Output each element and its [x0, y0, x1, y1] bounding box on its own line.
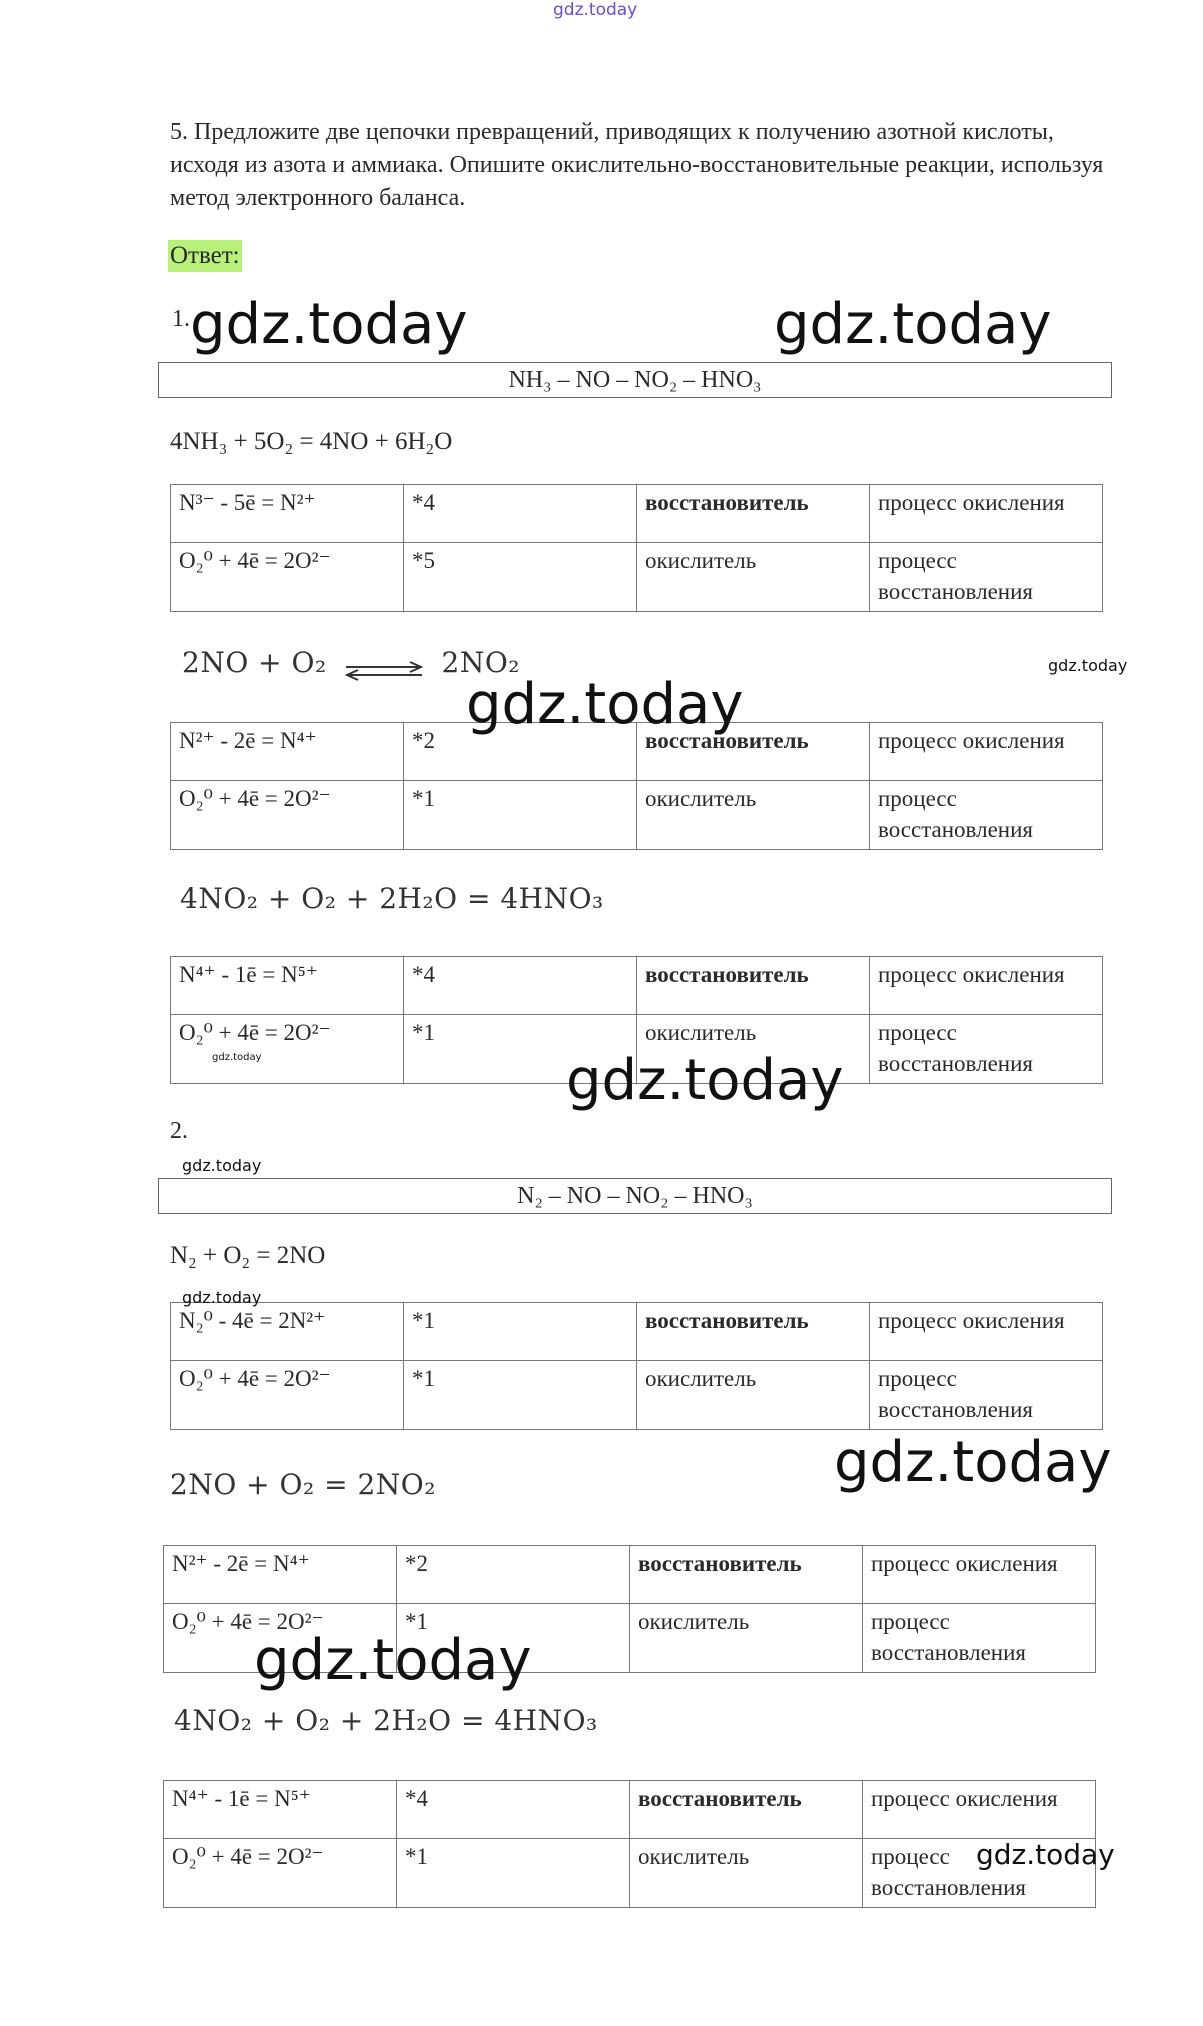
- coefficient: *1: [404, 1361, 637, 1430]
- table-row: [171, 485, 1103, 543]
- process: процесс окисления: [870, 723, 1103, 781]
- coefficient: *1: [397, 1839, 630, 1908]
- role: восстановитель: [630, 1781, 863, 1839]
- role: окислитель: [637, 543, 870, 612]
- watermark: gdz.today: [774, 292, 1052, 357]
- coefficient: *2: [404, 723, 637, 781]
- part1-number: 1.: [172, 306, 190, 332]
- process: процесс восстановления: [870, 543, 1103, 612]
- watermark: gdz.today: [212, 1052, 262, 1063]
- process: процесс восстановления: [870, 781, 1103, 850]
- coefficient: *1: [404, 1303, 637, 1361]
- role: восстановитель: [637, 485, 870, 543]
- process: процесс восстановления: [870, 1361, 1103, 1430]
- role: окислитель: [637, 781, 870, 850]
- role: окислитель: [637, 1361, 870, 1430]
- table-row: [171, 1303, 1103, 1361]
- role: окислитель: [637, 1015, 870, 1084]
- half-reaction: O₂⁰ + 4ē = 2O²⁻: [171, 1361, 404, 1430]
- part2-number: 2.: [170, 1118, 188, 1144]
- half-reaction: O₂⁰ + 4ē = 2O²⁻: [164, 1839, 397, 1908]
- table-row: [171, 781, 1103, 850]
- coefficient: *1: [404, 1015, 637, 1084]
- coefficient: *1: [397, 1604, 630, 1673]
- coefficient: *4: [404, 957, 637, 1015]
- watermark: gdz.today: [190, 292, 468, 357]
- process: процесс окисления: [863, 1546, 1096, 1604]
- half-reaction: O₂⁰ + 4ē = 2O²⁻: [164, 1604, 397, 1673]
- half-reaction: N₂⁰ - 4ē = 2N²⁺: [171, 1303, 404, 1361]
- coefficient: *1: [404, 781, 637, 850]
- equilibrium-arrow-icon: [344, 655, 424, 675]
- equation2-left: 2NO + O₂: [182, 646, 327, 679]
- coefficient: *5: [404, 543, 637, 612]
- process: процесс восстановления: [863, 1839, 1096, 1908]
- half-reaction: O₂⁰ + 4ē = 2O²⁻: [171, 543, 404, 612]
- table-row: [164, 1546, 1096, 1604]
- half-reaction: O₂⁰ + 4ē = 2O²⁻: [171, 1015, 404, 1084]
- table-row: [164, 1781, 1096, 1839]
- role: восстановитель: [637, 723, 870, 781]
- role: восстановитель: [637, 1303, 870, 1361]
- watermark: gdz.today: [466, 672, 744, 737]
- half-reaction: N⁴⁺ - 1ē = N⁵⁺: [164, 1781, 397, 1839]
- process: процесс окисления: [870, 1303, 1103, 1361]
- part2-table3: [163, 1780, 1096, 1908]
- task-text: 5. Предложите две цепочки превращений, приводящих к получению азотной кислоты, исходя из азота и аммиака. Опишите окислительно-восстановительные реакции, используя метод электронного баланса.: [170, 119, 1104, 211]
- process: процесс окисления: [870, 485, 1103, 543]
- role: восстановитель: [637, 957, 870, 1015]
- table-row: [171, 543, 1103, 612]
- part1-table2: [170, 722, 1103, 850]
- watermark: gdz.today: [976, 1838, 1115, 1871]
- part1-table1: [170, 484, 1103, 612]
- table-row: [171, 957, 1103, 1015]
- part1-equation1: 4NH₃ + 5O₂ = 4NO + 6H₂O: [170, 428, 453, 455]
- watermark-top: gdz.today: [553, 0, 638, 20]
- part2-table1: [170, 1302, 1103, 1430]
- half-reaction: N³⁻ - 5ē = N²⁺: [171, 485, 404, 543]
- watermark: gdz.today: [254, 1628, 532, 1693]
- process: процесс восстановления: [870, 1015, 1103, 1084]
- part1-chain: NH₃ – NO – NO₂ – HNO₃: [158, 362, 1112, 398]
- part1-equation3: 4NO₂ + O₂ + 2H₂O = 4HNO₃: [180, 882, 604, 915]
- half-reaction: O₂⁰ + 4ē = 2O²⁻: [171, 781, 404, 850]
- answer-label: Ответ:: [168, 240, 242, 272]
- half-reaction: N²⁺ - 2ē = N⁴⁺: [164, 1546, 397, 1604]
- watermark: gdz.today: [182, 1288, 262, 1307]
- part2-equation3: 4NO₂ + O₂ + 2H₂O = 4HNO₃: [174, 1704, 598, 1737]
- coefficient: *4: [397, 1781, 630, 1839]
- coefficient: *2: [397, 1546, 630, 1604]
- table-row: [171, 1361, 1103, 1430]
- role: окислитель: [630, 1604, 863, 1673]
- part2-chain: N₂ – NO – NO₂ – HNO₃: [158, 1178, 1112, 1214]
- part2-equation2: 2NO + O₂ = 2NO₂: [170, 1468, 436, 1501]
- watermark: gdz.today: [1048, 656, 1128, 675]
- watermark: gdz.today: [566, 1048, 844, 1113]
- part2-equation1: N₂ + O₂ = 2NO: [170, 1242, 326, 1269]
- role: восстановитель: [630, 1546, 863, 1604]
- coefficient: *4: [404, 485, 637, 543]
- half-reaction: N⁴⁺ - 1ē = N⁵⁺: [171, 957, 404, 1015]
- equation2-right: 2NO₂: [441, 646, 521, 679]
- process: процесс восстановления: [863, 1604, 1096, 1673]
- process: процесс окисления: [863, 1781, 1096, 1839]
- role: окислитель: [630, 1839, 863, 1908]
- half-reaction: N²⁺ - 2ē = N⁴⁺: [171, 723, 404, 781]
- watermark: gdz.today: [182, 1156, 262, 1175]
- process: процесс окисления: [870, 957, 1103, 1015]
- watermark: gdz.today: [834, 1430, 1112, 1495]
- table-row: [164, 1839, 1096, 1908]
